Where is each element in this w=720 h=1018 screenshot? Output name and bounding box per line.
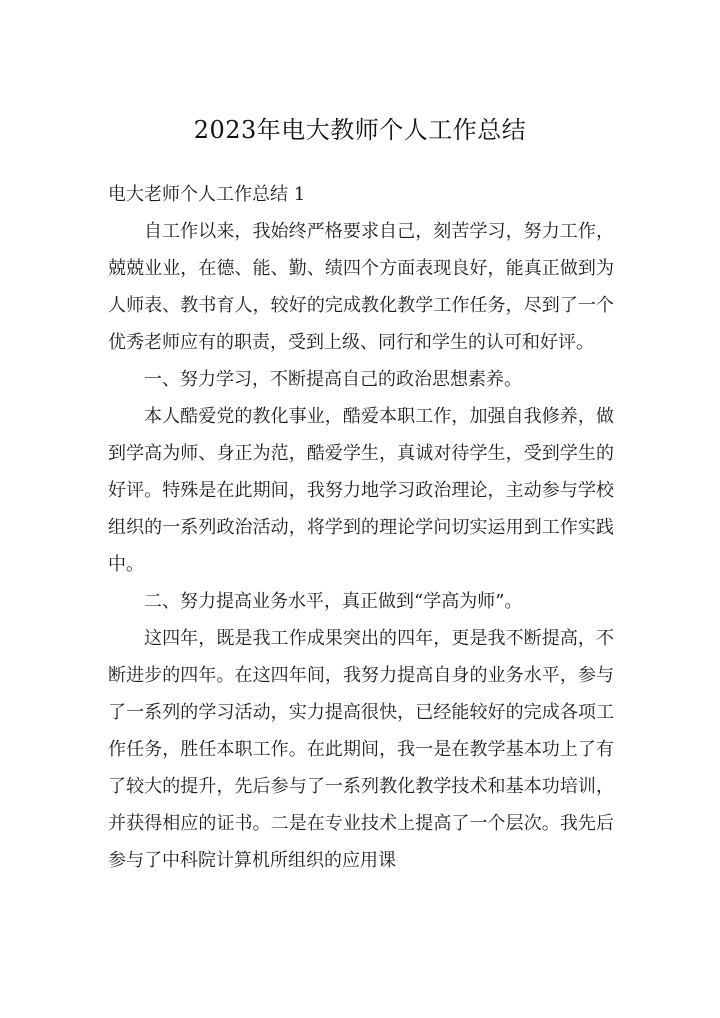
paragraph-professional: 这四年，既是我工作成果突出的四年，更是我不断提高，不断进步的四年。在这四年间，我努力提高自身的业务水平，参与了一系列的学习活动，实力提高很快，已经能较好的完成各项工作任务，胜任本职工作。在此期间，我一是在教学基本功上了有了较大的提升，先后参与了一系列教化教学技术和基本功培训，并获得相应的证书。二是在专业技术上提高了一个层次。我先后参与了中科院计算机所组织的应用课: [108, 628, 614, 871]
document-body: [108, 176, 614, 879]
paragraph-heading-1: 一、努力学习，不断提高自己的政治思想素养。: [144, 369, 522, 390]
section-subheading: 电大老师个人工作总结 1: [108, 184, 306, 205]
paragraph-intro: 自工作以来，我始终严格要求自己，刻苦学习，努力工作，兢兢业业，在德、能、勤、绩四个方面表现良好，能真正做到为人师表、教书育人，较好的完成教化教学工作任务，尽到了一个优秀老师应有的职责，受到上级、同行和学生的认可和好评。: [108, 221, 614, 353]
paragraph-political: 本人酷爱党的教化事业，酷爱本职工作，加强自我修养，做到学高为师、身正为范，酷爱学生，真诚对待学生，受到学生的好评。特殊是在此期间，我努力地学习政治理论，主动参与学校组织的一系列政治活动，将学到的理论学问切实运用到工作实践中。: [108, 406, 614, 575]
page-title: 2023年电大教师个人工作总结: [193, 116, 527, 144]
paragraph-heading-2: 二、努力提高业务水平，真正做到“学高为师”。: [144, 591, 523, 612]
